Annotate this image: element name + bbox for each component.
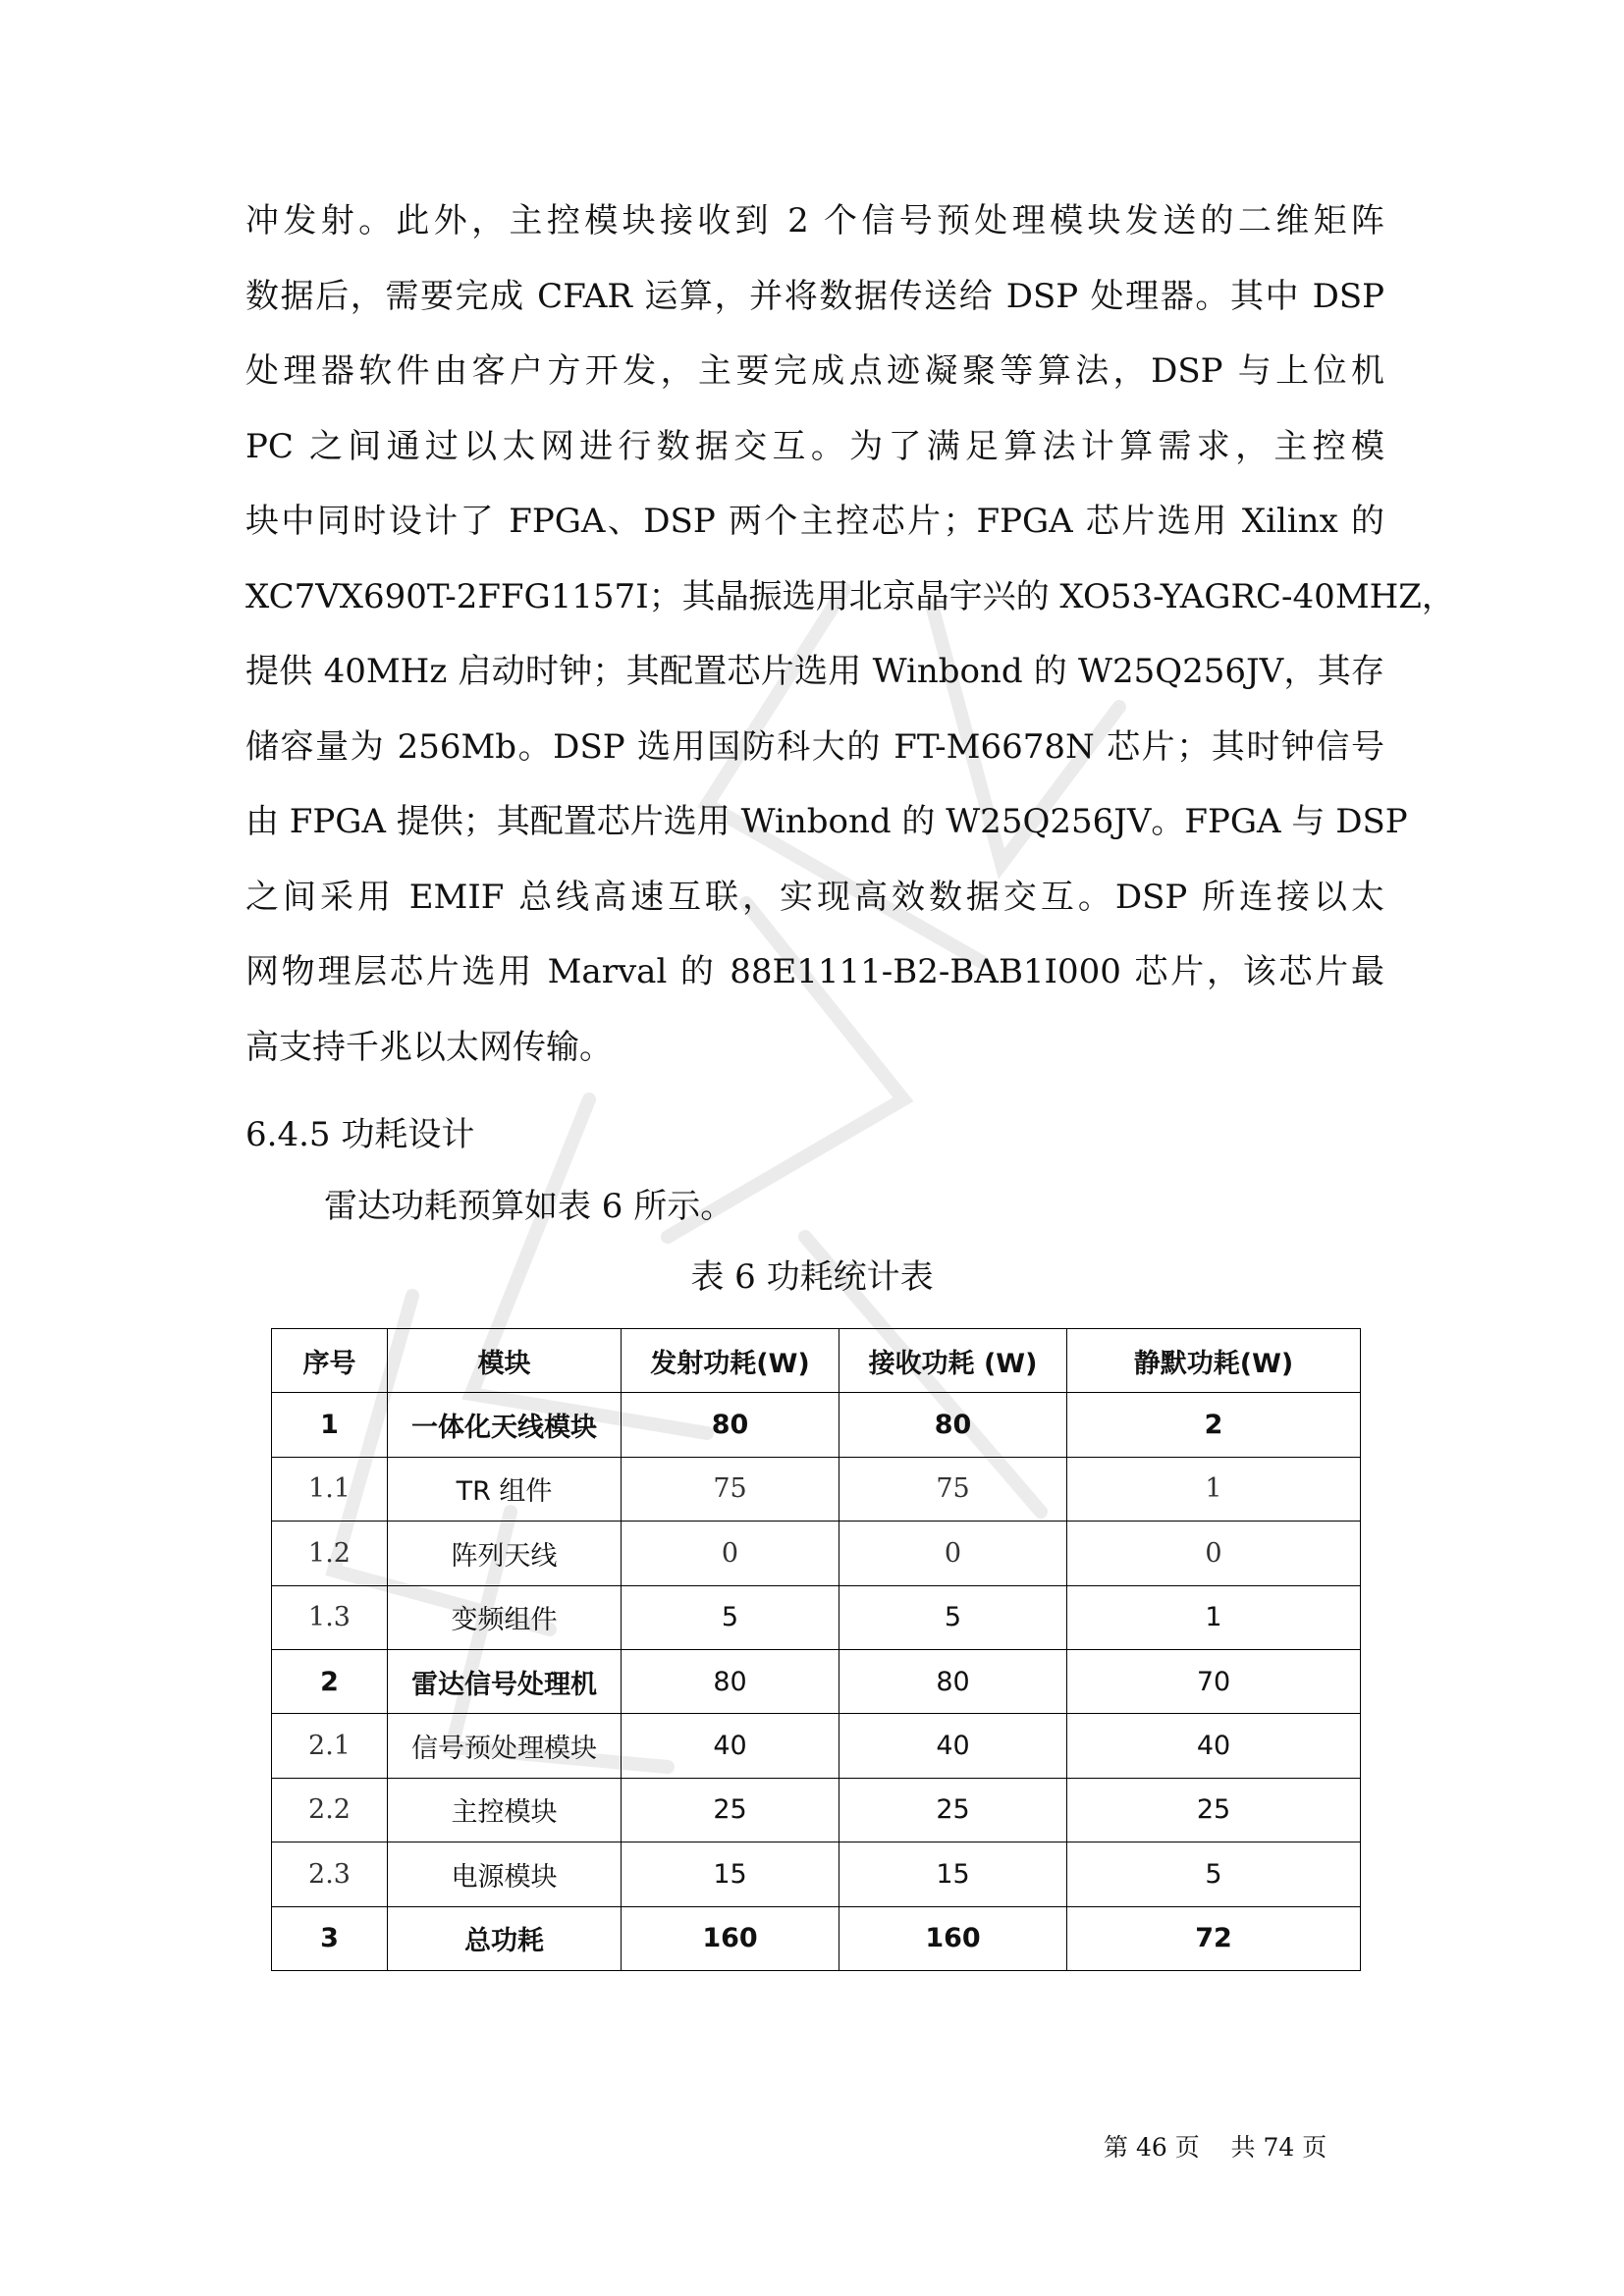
cell-idle: 1	[1067, 1585, 1361, 1649]
cell-idle: 72	[1067, 1906, 1361, 1970]
cell-seq: 1.1	[272, 1457, 388, 1521]
cell-idle: 40	[1067, 1714, 1361, 1778]
cell-seq: 2	[272, 1649, 388, 1713]
cell-rx: 15	[839, 1842, 1067, 1906]
body-line: 储容量为 256Mb。DSP 选用国防科大的 FT-M6678N 芯片；其时钟信号	[245, 726, 1384, 767]
cell-seq: 2.1	[272, 1714, 388, 1778]
header-module: 模块	[388, 1329, 622, 1393]
power-table	[271, 1328, 1361, 1971]
cell-seq: 1.2	[272, 1522, 388, 1585]
table-row	[272, 1649, 1361, 1713]
cell-module: 电源模块	[388, 1842, 622, 1906]
cell-idle: 0	[1067, 1522, 1361, 1585]
table-row	[272, 1393, 1361, 1457]
table-row	[272, 1778, 1361, 1842]
cell-module: 变频组件	[388, 1585, 622, 1649]
cell-tx: 0	[622, 1522, 839, 1585]
cell-rx: 80	[839, 1393, 1067, 1457]
cell-idle: 5	[1067, 1842, 1361, 1906]
body-line: 之间采用 EMIF 总线高速互联，实现高效数据交互。DSP 所连接以太	[245, 877, 1384, 917]
cell-idle: 1	[1067, 1457, 1361, 1521]
body-line: PC 之间通过以太网进行数据交互。为了满足算法计算需求，主控模	[245, 426, 1384, 466]
cell-module: TR 组件	[388, 1457, 622, 1521]
cell-rx: 80	[839, 1649, 1067, 1713]
body-line: 网物理层芯片选用 Marval 的 88E1111-B2-BAB1I000 芯片，该芯片最	[245, 952, 1384, 991]
cell-idle: 25	[1067, 1778, 1361, 1842]
table-caption: 表 6 功耗统计表	[690, 1257, 934, 1297]
cell-rx: 75	[839, 1457, 1067, 1521]
body-paragraph	[245, 184, 1455, 1085]
cell-tx: 40	[622, 1714, 839, 1778]
cell-tx: 160	[622, 1906, 839, 1970]
cell-seq: 2.2	[272, 1778, 388, 1842]
table-row	[272, 1457, 1361, 1521]
cell-tx: 25	[622, 1778, 839, 1842]
table-row	[272, 1714, 1361, 1778]
cell-module: 总功耗	[388, 1906, 622, 1970]
body-line: 提供 40MHz 启动时钟；其配置芯片选用 Winbond 的 W25Q256JV，其存	[245, 652, 1384, 691]
cell-idle: 70	[1067, 1649, 1361, 1713]
header-rx-power: 接收功耗 (W)	[839, 1329, 1067, 1393]
cell-tx: 5	[622, 1585, 839, 1649]
intro-text: 雷达功耗预算如表 6 所示。	[324, 1187, 734, 1226]
cell-module: 信号预处理模块	[388, 1714, 622, 1778]
table-row	[272, 1522, 1361, 1585]
body-line: 处理器软件由客户方开发，主要完成点迹凝聚等算法，DSP 与上位机	[245, 351, 1384, 391]
cell-idle: 2	[1067, 1393, 1361, 1457]
cell-tx: 80	[622, 1393, 839, 1457]
cell-seq: 1.3	[272, 1585, 388, 1649]
table-row	[272, 1585, 1361, 1649]
cell-module: 雷达信号处理机	[388, 1649, 622, 1713]
body-line: 块中同时设计了 FPGA、DSP 两个主控芯片；FPGA 芯片选用 Xilinx 的	[245, 502, 1384, 541]
header-seq: 序号	[272, 1329, 388, 1393]
cell-seq: 1	[272, 1393, 388, 1457]
body-line: 冲发射。此外，主控模块接收到 2 个信号预处理模块发送的二维矩阵	[245, 201, 1384, 240]
table-row	[272, 1842, 1361, 1906]
body-line: 由 FPGA 提供；其配置芯片选用 Winbond 的 W25Q256JV。FPGA 与 DSP	[245, 802, 1408, 841]
cell-module: 一体化天线模块	[388, 1393, 622, 1457]
cell-seq: 3	[272, 1906, 388, 1970]
header-idle-power: 静默功耗(W)	[1067, 1329, 1361, 1393]
cell-rx: 160	[839, 1906, 1067, 1970]
body-line: XC7VX690T-2FFG1157I；其晶振选用北京晶宇兴的 XO53-YAGRC-40MHZ，	[245, 576, 1455, 616]
cell-rx: 25	[839, 1778, 1067, 1842]
cell-tx: 80	[622, 1649, 839, 1713]
table-header-row	[272, 1329, 1361, 1393]
cell-rx: 5	[839, 1585, 1067, 1649]
header-tx-power: 发射功耗(W)	[622, 1329, 839, 1393]
cell-rx: 0	[839, 1522, 1067, 1585]
cell-module: 主控模块	[388, 1778, 622, 1842]
section-heading: 6.4.5 功耗设计	[245, 1115, 475, 1154]
cell-tx: 15	[622, 1842, 839, 1906]
table-row	[272, 1906, 1361, 1970]
body-line: 数据后，需要完成 CFAR 运算，并将数据传送给 DSP 处理器。其中 DSP	[245, 276, 1384, 316]
cell-rx: 40	[839, 1714, 1067, 1778]
body-line: 高支持千兆以太网传输。	[245, 1027, 613, 1067]
cell-seq: 2.3	[272, 1842, 388, 1906]
page-footer: 第 46 页 共 74 页	[1104, 2133, 1327, 2162]
cell-tx: 75	[622, 1457, 839, 1521]
cell-module: 阵列天线	[388, 1522, 622, 1585]
